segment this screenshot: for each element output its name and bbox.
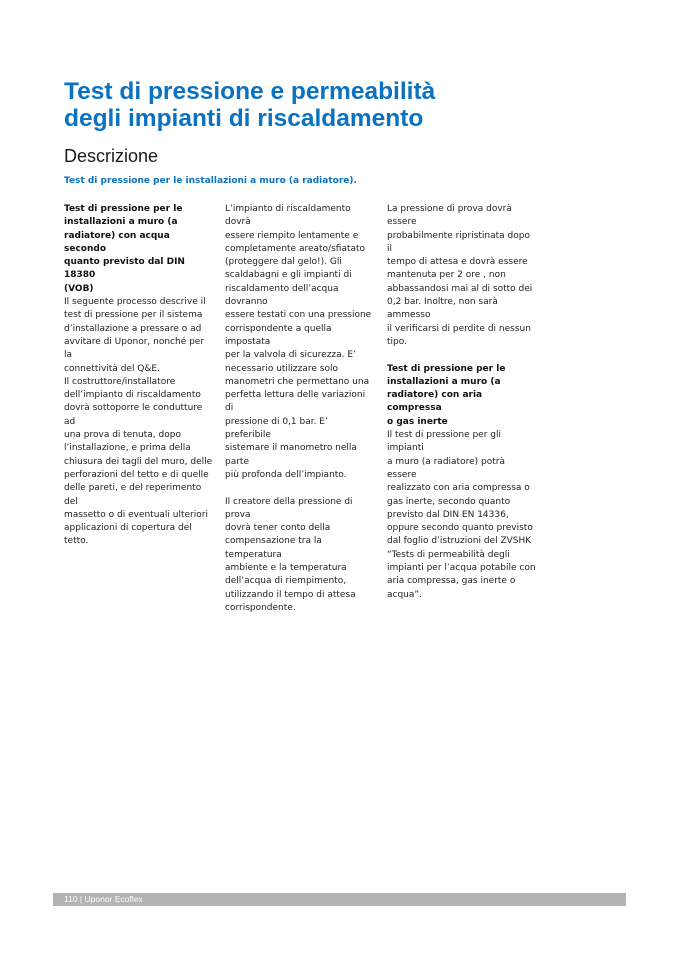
text-line: L’impianto di riscaldamento dovrà <box>225 204 351 228</box>
text-line: essere testati con una pressione <box>225 310 372 321</box>
text-line: a muro (a radiatore) potrà essere <box>387 456 505 480</box>
intro-text: Test di pressione per le installazioni a muro (a radiatore). <box>64 176 357 186</box>
text-line: tempo di attesa e dovrà essere <box>387 257 528 268</box>
text-line: chiusura dei tagli del muro, delle <box>64 456 213 467</box>
page-title <box>64 78 644 132</box>
text-line: oppure secondo quanto previsto <box>387 523 533 534</box>
text-line: Il costruttore/installatore <box>64 376 176 387</box>
text-line: La pressione di prova dovrà essere <box>387 204 512 228</box>
text-line: realizzato con aria compressa o <box>387 483 530 494</box>
text-line: manometri che permettano una <box>225 376 370 387</box>
text-line: per la valvola di sicurezza. E’ <box>225 350 356 361</box>
text-line: (proteggere dal gelo!). Gli <box>225 257 342 268</box>
text-line: Il seguente processo descrive il <box>64 297 206 308</box>
text-line: 0,2 bar. Inoltre, non sarà ammesso <box>387 297 498 321</box>
text-line: dell’impianto di riscaldamento <box>64 390 201 401</box>
page-title-line-2: degli impianti di riscaldamento <box>64 105 424 132</box>
text-line: compensazione tra la temperatura <box>225 536 322 560</box>
text-line: Test di pressione per le <box>387 363 506 374</box>
text-line: test di pressione per il sistema <box>64 310 203 321</box>
text-line: radiatore) con aria compressa <box>387 390 483 414</box>
text-line: perforazioni del tetto e di quelle <box>64 469 209 480</box>
text-line: installazioni a muro (a <box>387 376 501 387</box>
col1-paragraph-1 <box>64 296 214 376</box>
text-line: applicazioni di copertura del tetto. <box>64 523 192 547</box>
text-line: radiatore) con acqua secondo <box>64 230 170 254</box>
column-1 <box>64 203 214 549</box>
col3-heading <box>387 363 537 429</box>
text-line: corrispondente a quella impostata <box>225 323 332 347</box>
text-line: completamente areato/sfiatato <box>225 243 366 254</box>
text-line: dovrà sottoporre le condutture ad <box>64 403 203 427</box>
text-line: necessario utilizzare solo <box>225 363 338 374</box>
text-line: “Tests di permeabilità degli <box>387 549 510 560</box>
text-line: scaldabagni e gli impianti di <box>225 270 352 281</box>
text-line: Test di pressione per le <box>64 204 183 214</box>
text-line: mantenuta per 2 ore , non <box>387 270 506 281</box>
text-line: utilizzando il tempo di attesa <box>225 589 356 600</box>
text-line: connettività del Q&E. <box>64 363 160 374</box>
text-line: pressione di 0,1 bar. E’ preferibile <box>225 416 328 441</box>
text-line: d’installazione a pressare o ad <box>64 323 202 334</box>
text-line: abbassandosi mai al di sotto dei <box>387 283 533 294</box>
text-line: (VOB) <box>64 283 94 294</box>
text-line: il verificarsi di perdite di nessun <box>387 323 531 334</box>
footer-bar <box>53 893 626 906</box>
text-line: riscaldamento dell’acqua dovranno <box>225 283 339 308</box>
text-line: quanto previsto dal DIN 18380 <box>64 257 185 281</box>
text-line: delle pareti, e del reperimento del <box>64 483 202 507</box>
text-line: sistemare il manometro nella parte <box>225 443 357 467</box>
col2-paragraph-2 <box>225 496 375 616</box>
text-line: o gas inerte <box>387 416 448 427</box>
text-line: più profonda dell’impianto. <box>225 469 347 480</box>
text-line: massetto o di eventuali ulteriori <box>64 509 208 520</box>
text-line: impianti per l’acqua potabile con <box>387 563 536 574</box>
text-line: dell’acqua di riempimento, <box>225 576 347 587</box>
column-3 <box>387 203 537 602</box>
page-number: 110 | Uponor Ecoflex <box>64 894 143 904</box>
col3-paragraph-2 <box>387 429 537 602</box>
col1-heading <box>64 203 214 296</box>
page-title-line-1: Test di pressione e permeabilità <box>64 78 436 105</box>
text-line: aria compressa, gas inerte o <box>387 576 516 587</box>
text-line: l’installazione, e prima della <box>64 443 191 454</box>
text-line: avvitare di Uponor, nonché per la <box>64 336 205 361</box>
text-line: installazioni a muro (a <box>64 217 178 228</box>
text-line: previsto dal DIN EN 14336, <box>387 509 509 520</box>
column-2 <box>225 203 375 615</box>
text-line: corrispondente. <box>225 602 296 613</box>
text-line: tipo. <box>387 336 407 347</box>
text-line: una prova di tenuta, dopo <box>64 430 181 441</box>
text-line: gas inerte, secondo quanto <box>387 496 511 507</box>
text-line: essere riempito lentamente e <box>225 230 359 241</box>
text-line: acqua”. <box>387 589 422 600</box>
col1-paragraph-2 <box>64 376 214 549</box>
section-heading: Descrizione <box>64 146 159 166</box>
text-line: Il test di pressione per gli impianti <box>387 430 501 454</box>
text-line: probabilmente ripristinata dopo il <box>387 230 530 254</box>
text-line: ambiente e la temperatura <box>225 563 347 574</box>
text-line: perfetta lettura delle variazioni di <box>225 390 366 414</box>
col2-paragraph-1 <box>225 203 375 482</box>
col3-paragraph-1 <box>387 203 537 349</box>
text-line: dal foglio d’istruzioni del ZVSHK <box>387 536 532 547</box>
text-line: dovrà tener conto della <box>225 523 331 534</box>
text-line: Il creatore della pressione di prova <box>225 496 353 520</box>
